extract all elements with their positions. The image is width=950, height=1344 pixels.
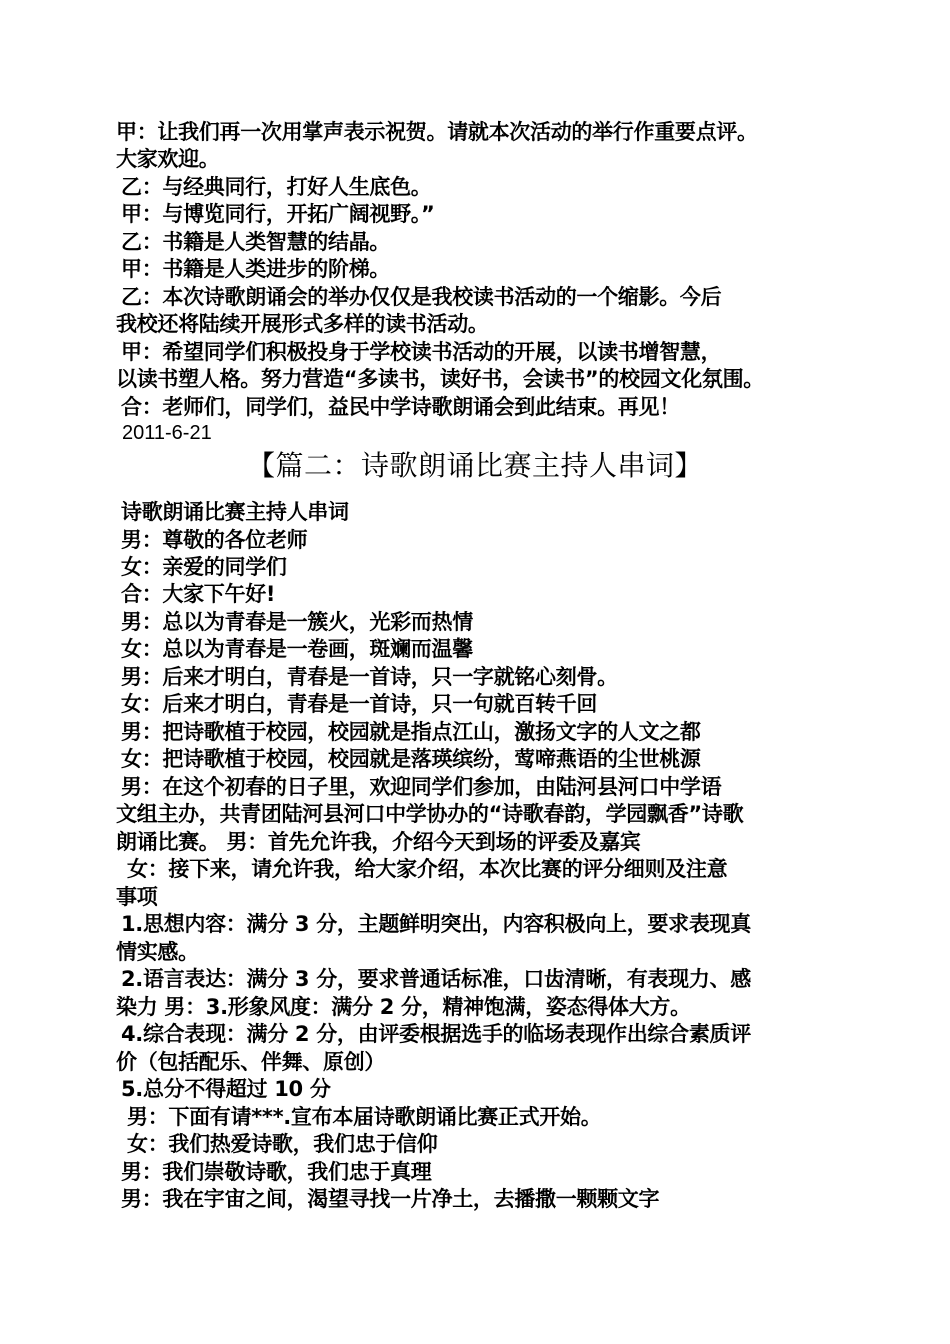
- date-stamp: 2011-6-21: [122, 422, 212, 444]
- text-line: 事项: [116, 885, 158, 909]
- text-line: 乙：本次诗歌朗诵会的举办仅仅是我校读书活动的一个缩影。今后: [121, 285, 722, 309]
- text-line: 女：把诗歌植于校园，校园就是落瑛缤纷，莺啼燕语的尘世桃源: [121, 747, 701, 771]
- text-line: 男：在这个初春的日子里，欢迎同学们参加，由陆河县河口中学语: [121, 775, 722, 799]
- text-line: 我校还将陆续开展形式多样的读书活动。: [116, 312, 489, 336]
- text-line: 女：后来才明白，青春是一首诗，只一句就百转千回: [121, 692, 598, 716]
- text-line: 5.总分不得超过 10 分: [121, 1077, 331, 1101]
- text-line: 男：我在宇宙之间，渴望寻找一片净土，去播撒一颗颗文字: [121, 1187, 660, 1211]
- text-line: 2.语言表达：满分 3 分，要求普通话标准，口齿清晰，有表现力、感: [121, 967, 751, 991]
- text-line: 乙：与经典同行，打好人生底色。: [121, 175, 432, 199]
- text-line: 染力 男：3.形象风度：满分 2 分，精神饱满，姿态得体大方。: [116, 995, 691, 1019]
- text-line: 女：总以为青春是一卷画，斑斓而温馨: [121, 637, 473, 661]
- text-line: 女：接下来，请允许我，给大家介绍，本次比赛的评分细则及注意: [127, 857, 728, 881]
- text-line: 4.综合表现：满分 2 分，由评委根据选手的临场表现作出综合素质评: [121, 1022, 751, 1046]
- text-line: 乙：书籍是人类智慧的结晶。: [121, 230, 391, 254]
- text-line: 男：尊敬的各位老师: [121, 528, 308, 552]
- text-line: 男：我们崇敬诗歌，我们忠于真理: [121, 1160, 432, 1184]
- text-line: 男：总以为青春是一簇火，光彩而热情: [121, 610, 473, 634]
- text-line: 合：老师们，同学们，益民中学诗歌朗诵会到此结束。再见！: [121, 395, 680, 419]
- text-line: 合：大家下午好!: [121, 582, 276, 606]
- text-line: 朗诵比赛。 男：首先允许我，介绍今天到场的评委及嘉宾: [116, 830, 641, 854]
- text-line: 以读书塑人格。努力营造“多读书，读好书，会读书”的校园文化氛围。: [116, 367, 765, 391]
- text-line: 女：亲爱的同学们: [121, 555, 287, 579]
- text-line: 大家欢迎。: [116, 147, 220, 171]
- section-title: 【篇二：诗歌朗诵比赛主持人串词】: [246, 449, 703, 482]
- text-line: 情实感。: [116, 940, 199, 964]
- text-line: 1.思想内容：满分 3 分，主题鲜明突出，内容积极向上，要求表现真: [121, 912, 751, 936]
- text-line: 甲：希望同学们积极投身于学校读书活动的开展，以读书增智慧，: [121, 340, 722, 364]
- text-line: 男：下面有请***.宣布本届诗歌朗诵比赛正式开始。: [127, 1105, 602, 1129]
- text-line: 男：把诗歌植于校园，校园就是指点江山，激扬文字的人文之都: [121, 720, 701, 744]
- text-line: 女：我们热爱诗歌，我们忠于信仰: [127, 1132, 438, 1156]
- subsection-heading: 诗歌朗诵比赛主持人串词: [121, 500, 349, 524]
- text-line: 文组主办，共青团陆河县河口中学协办的“诗歌春韵，学园飘香”诗歌: [116, 802, 744, 826]
- text-line: 甲：与博览同行，开拓广阔视野。”: [121, 202, 435, 226]
- text-line: 男：后来才明白，青春是一首诗，只一字就铭心刻骨。: [121, 665, 618, 689]
- text-line: 甲：书籍是人类进步的阶梯。: [121, 257, 391, 281]
- text-line: 价（包括配乐、伴舞、原创）: [116, 1050, 386, 1074]
- text-line: 甲：让我们再一次用掌声表示祝贺。请就本次活动的举行作重要点评。: [116, 120, 758, 144]
